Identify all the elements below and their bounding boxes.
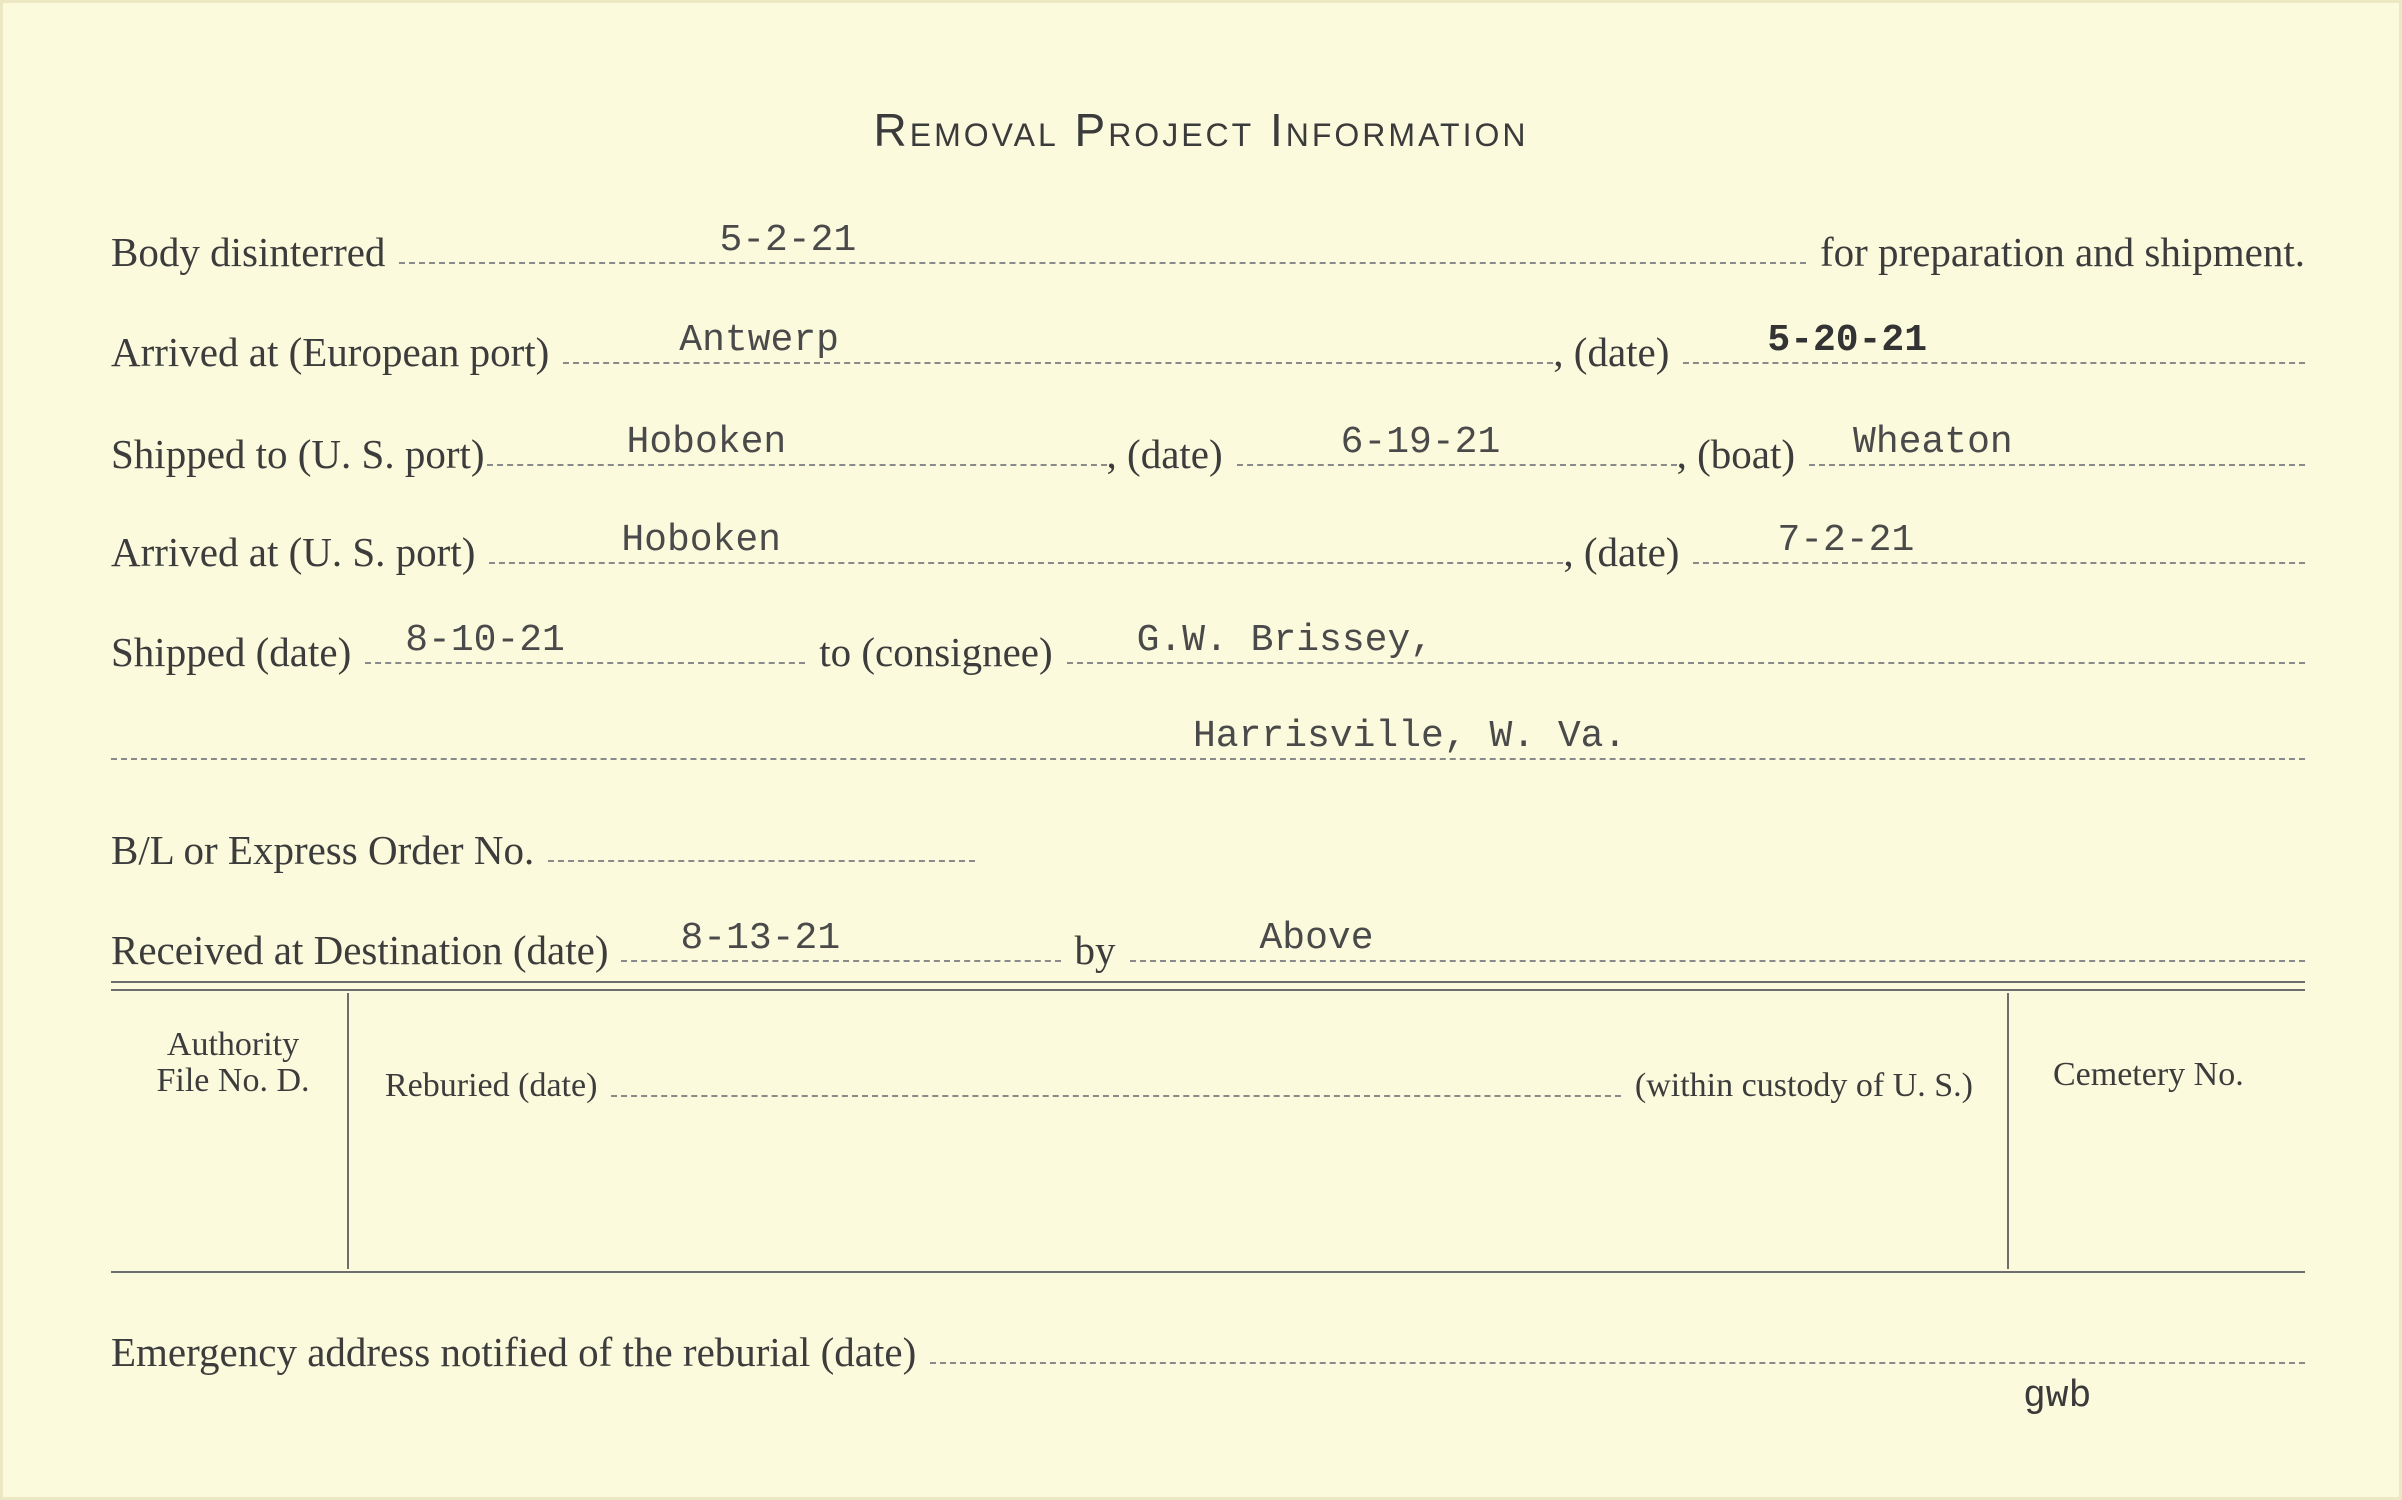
shipped-date-field <box>365 602 805 664</box>
emergency-label: Emergency address notified of the reburial (date) <box>111 1329 917 1375</box>
european-date-label: , (date) <box>1553 329 1670 375</box>
shipped-us-field <box>487 404 1107 466</box>
arrived-us-date-label: , (date) <box>1563 529 1680 575</box>
table-divider-left <box>347 993 349 1269</box>
bl-field <box>548 800 975 862</box>
table-top-rule <box>111 981 2305 983</box>
reburied-label: Reburied (date) <box>385 1067 598 1104</box>
european-port-label: Arrived at (European port) <box>111 329 550 375</box>
boat-field <box>1809 404 2305 466</box>
arrived-us-label: Arrived at (U. S. port) <box>111 529 476 575</box>
shipped-us-date-value: 6-19-21 <box>1340 421 1501 464</box>
reburied-field <box>611 1035 1621 1097</box>
disinterred-suffix: for preparation and shipment. <box>1819 229 2305 275</box>
european-date-field <box>1683 302 2305 364</box>
address-field <box>111 698 2305 760</box>
row-shipped <box>111 613 2305 673</box>
european-port-value: Antwerp <box>679 319 839 362</box>
row-bl <box>111 811 975 871</box>
row-emergency <box>111 1313 2305 1373</box>
shipped-date-value: 8-10-21 <box>405 619 565 662</box>
received-by-label: by <box>1074 927 1116 973</box>
shipped-us-date-label: , (date) <box>1106 431 1223 477</box>
row-address <box>111 709 2305 769</box>
received-by-value: Above <box>1259 917 1374 960</box>
row-shipped-us <box>111 415 2305 475</box>
row-reburied <box>385 1043 1973 1103</box>
arrived-us-field <box>489 502 1563 564</box>
boat-label: , (boat) <box>1676 431 1796 477</box>
arrived-us-value: Hoboken <box>621 519 781 562</box>
shipped-label: Shipped (date) <box>111 629 352 675</box>
row-european-port <box>111 313 2305 373</box>
disinterred-field <box>399 202 1806 264</box>
row-arrived-us <box>111 513 2305 573</box>
table-divider-right <box>2007 993 2009 1269</box>
address-value: Harrisville, W. Va. <box>1193 715 1627 758</box>
arrived-us-date-field <box>1693 502 2305 564</box>
disinterred-value: 5-2-21 <box>719 219 857 262</box>
bl-label: B/L or Express Order No. <box>111 827 535 873</box>
custody-label: (within custody of U. S.) <box>1634 1067 1973 1104</box>
received-date-field <box>621 900 1061 962</box>
received-date-value: 8-13-21 <box>680 917 841 960</box>
disinterred-label: Body disinterred <box>111 229 386 275</box>
received-by-field <box>1130 900 2306 962</box>
form-title: Removal Project Information <box>873 104 1529 156</box>
consignee-label: to (consignee) <box>819 629 1053 675</box>
emergency-field <box>930 1302 2305 1364</box>
consignee-value: G.W. Brissey, <box>1136 619 1434 662</box>
arrived-us-date-value: 7-2-21 <box>1777 519 1915 562</box>
european-date-value: 5-20-21 <box>1767 319 1928 362</box>
boat-value: Wheaton <box>1853 421 2013 464</box>
consignee-field <box>1067 602 2305 664</box>
european-port-field <box>563 302 1553 364</box>
row-received <box>111 911 2305 971</box>
table-bottom-rule <box>111 1271 2305 1273</box>
clerk-initials: gwb <box>2023 1375 2092 1418</box>
shipped-us-value: Hoboken <box>626 421 787 464</box>
shipped-us-label: Shipped to (U. S. port) <box>111 431 485 477</box>
row-disinterred <box>111 213 2305 273</box>
shipped-us-date-field <box>1237 404 1677 466</box>
cemetery-no-label: Cemetery No. <box>2053 1056 2244 1093</box>
received-label: Received at Destination (date) <box>111 927 609 973</box>
authority-file-label: Authority File No. D. <box>156 1026 310 1099</box>
table-top-rule-2 <box>111 989 2305 991</box>
